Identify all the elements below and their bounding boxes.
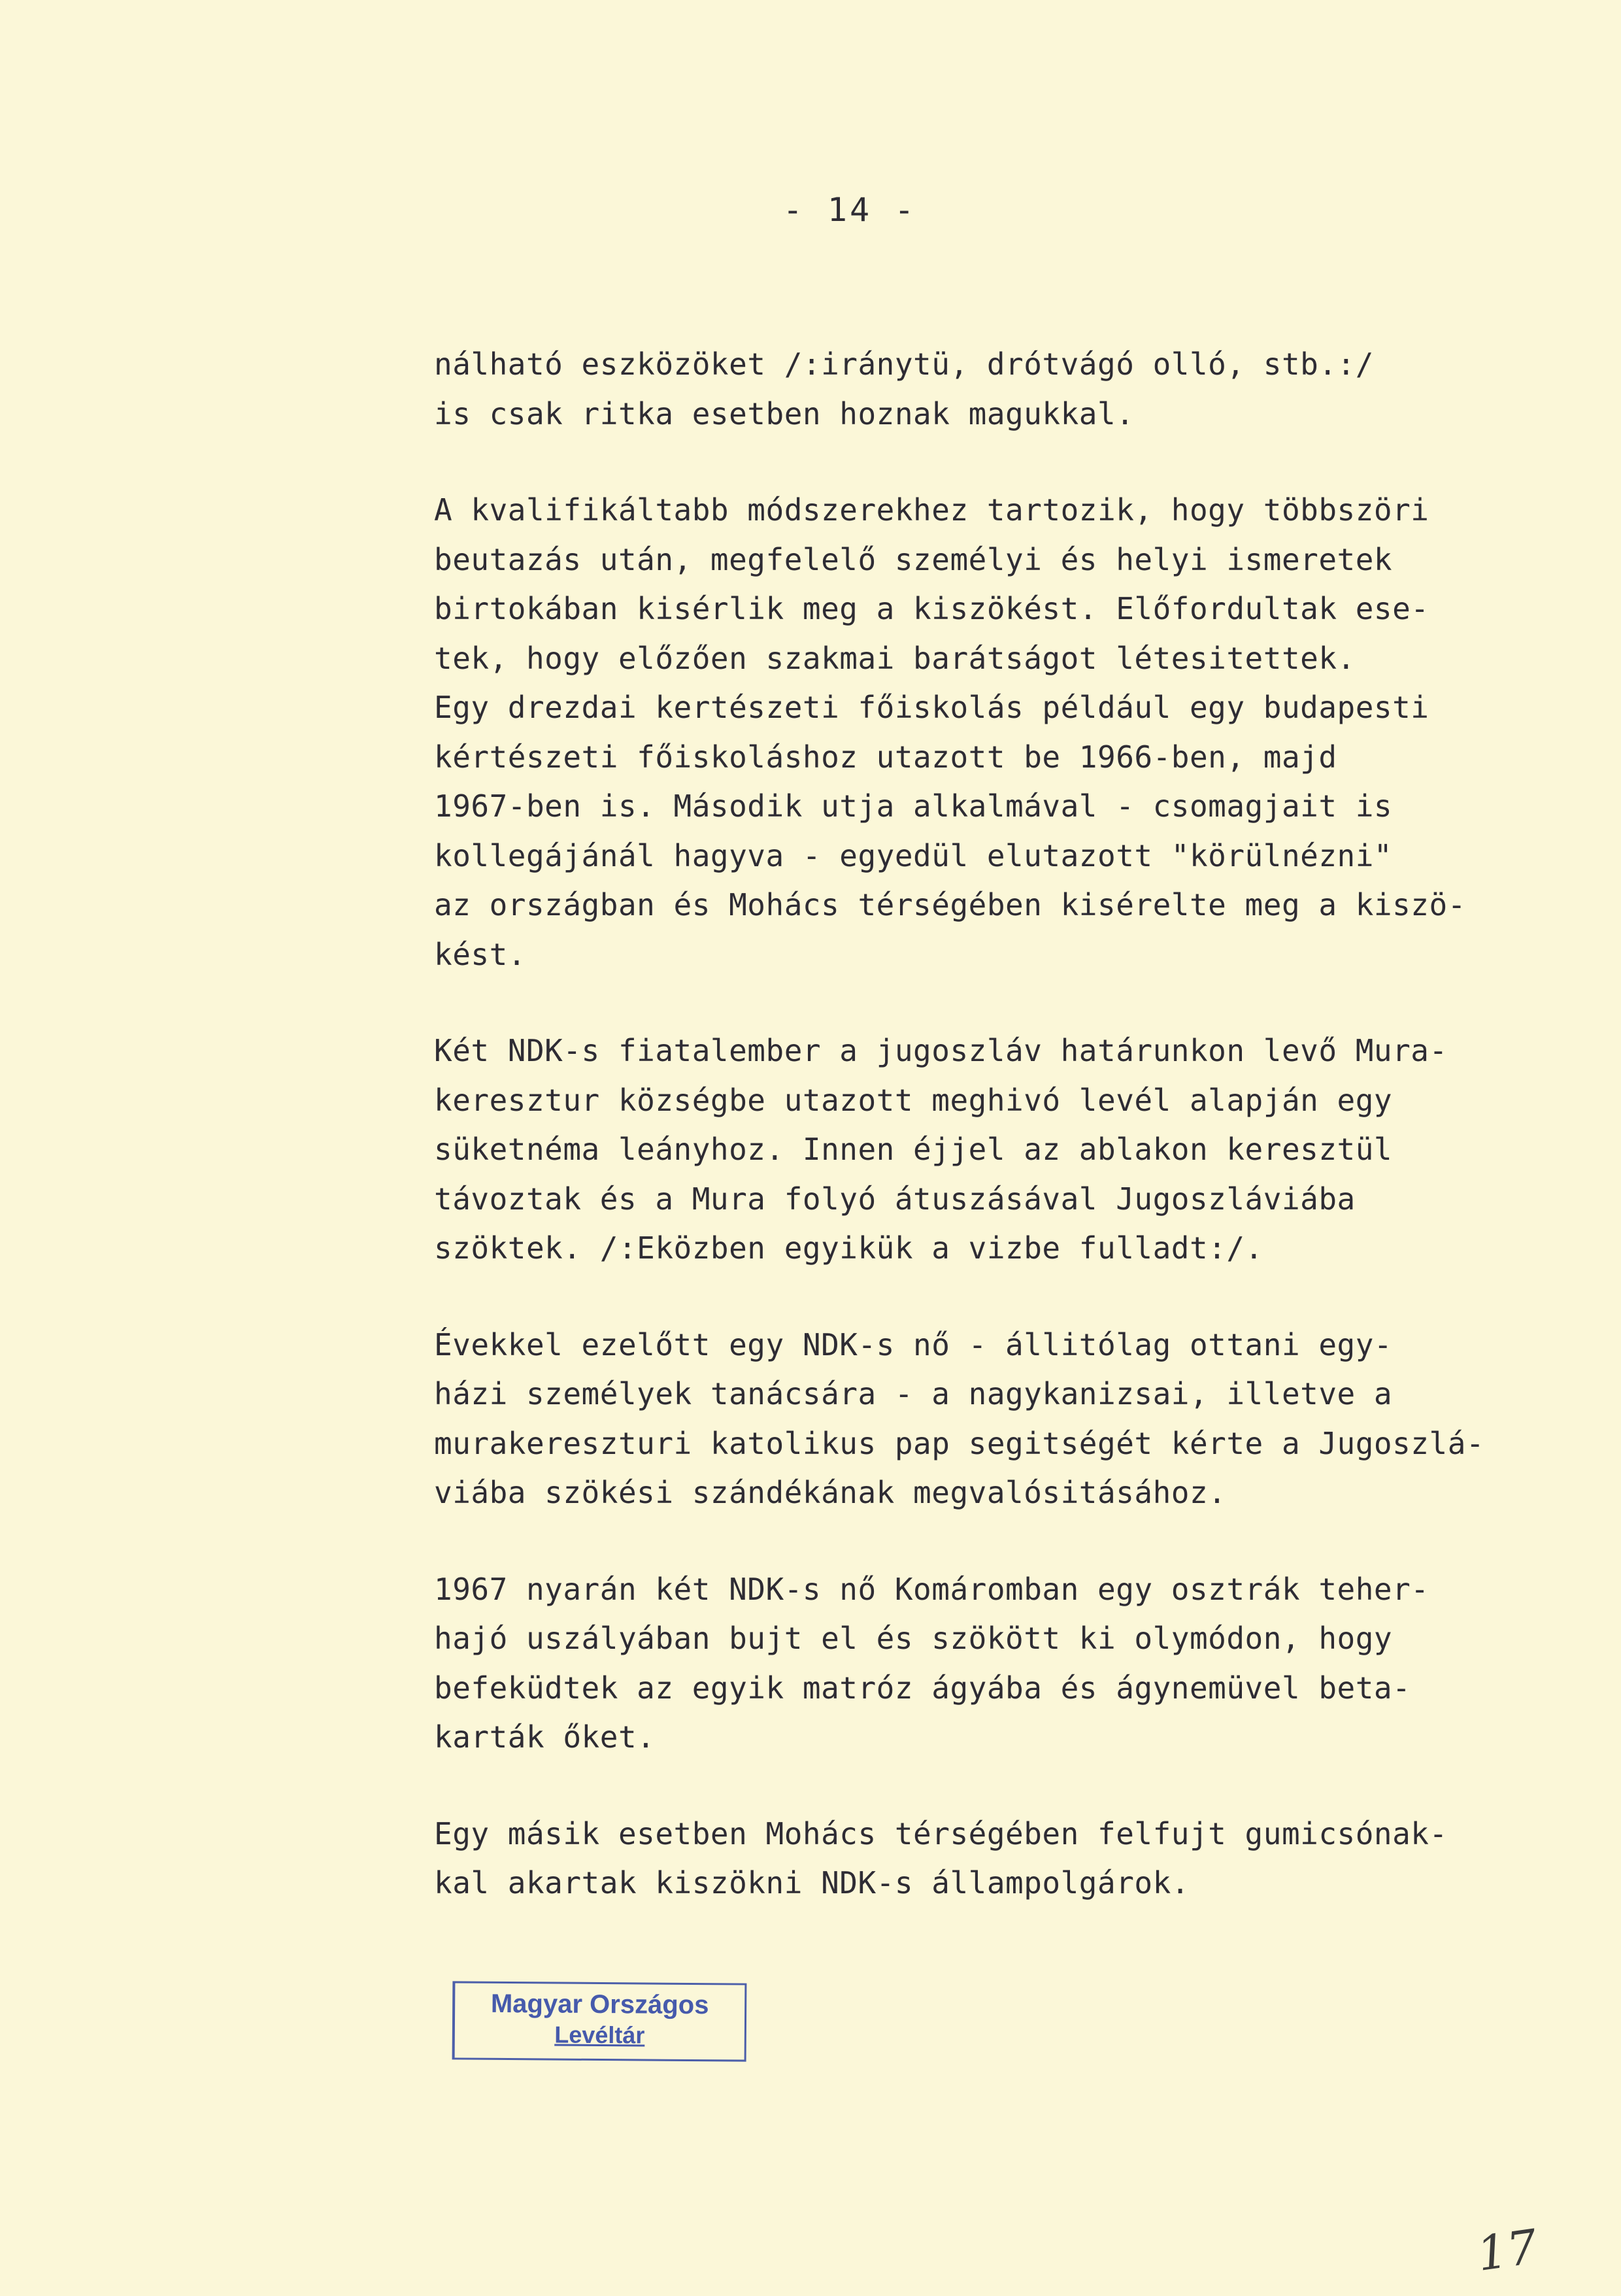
- paragraph-mura: [434, 1026, 1545, 1274]
- text-line: hajó uszályában bujt el és szökött ki olymódon, hogy: [434, 1621, 1393, 1656]
- text-line: tek, hogy előzően szakmai barátságot létesitettek.: [434, 640, 1356, 676]
- text-line: házi személyek tanácsára - a nagykanizsai, illetve a: [434, 1376, 1393, 1411]
- stamp-line: Levéltár: [554, 2021, 645, 2049]
- text-line: Két NDK-s fiatalember a jugoszláv határunkon levő Mura-: [434, 1033, 1448, 1068]
- text-line: kollegájánál hagyva - egyedül elutazott "körülnézni": [434, 837, 1393, 873]
- paragraph-qualified-methods: [434, 486, 1545, 979]
- text-line: Egy másik esetben Mohács térségében felfujt gumicsónak-: [434, 1815, 1448, 1851]
- text-line: befeküdtek az egyik matróz ágyába és ágynemüvel beta-: [434, 1670, 1411, 1706]
- text-line: murakereszturi katolikus pap segitségét kérte a Jugoszlá-: [434, 1425, 1485, 1461]
- text-line: 1967-ben is. Második utja alkalmával - csomagjait is: [434, 788, 1393, 824]
- text-line: kértészeti főiskoláshoz utazott be 1966-ben, majd: [434, 739, 1337, 775]
- stamp-line: Magyar Országos: [490, 1989, 709, 2020]
- text-line: keresztur községbe utazott meghivó levél alapján egy: [434, 1082, 1393, 1118]
- text-line: az országban és Mohács térségében kisérelte meg a kiszö-: [434, 887, 1466, 922]
- handwritten-folio-number: 17: [1473, 2219, 1541, 2282]
- text-line: szöktek. /:Eközben egyikük a vizbe fulladt:/.: [434, 1230, 1263, 1266]
- paragraph-tools: [434, 340, 1545, 439]
- text-line: Egy drezdai kertészeti főiskolás például egy budapesti: [434, 690, 1429, 725]
- text-line: is csak ritka esetben hoznak magukkal.: [434, 396, 1135, 431]
- text-line: birtokában kisérlik meg a kiszökést. Előfordultak ese-: [434, 591, 1429, 626]
- paragraph-priest: [434, 1321, 1545, 1518]
- text-line: süketnéma leányhoz. Innen éjjel az ablakon keresztül: [434, 1132, 1393, 1167]
- paragraph-komarom: [434, 1565, 1545, 1763]
- text-line: viába szökési szándékának megvalósitásához.: [434, 1475, 1227, 1510]
- paragraph-mohacs: [434, 1810, 1545, 1908]
- text-line: nálható eszközöket /:iránytü, drótvágó olló, stb.:/: [434, 346, 1374, 382]
- text-line: karták őket.: [434, 1719, 656, 1755]
- text-line: 1967 nyarán két NDK-s nő Komáromban egy osztrák teher-: [434, 1571, 1429, 1607]
- archive-stamp: [452, 1981, 747, 2061]
- text-line: A kvalifikáltabb módszerekhez tartozik, hogy többszöri: [434, 492, 1429, 528]
- text-line: távoztak és a Mura folyó átuszásával Jugoszláviába: [434, 1181, 1356, 1217]
- text-line: kést.: [434, 936, 526, 972]
- text-line: beutazás után, megfelelő személyi és helyi ismeretek: [434, 541, 1393, 577]
- body-text: [434, 340, 1545, 1955]
- text-line: Évekkel ezelőtt egy NDK-s nő - állitólag ottani egy-: [434, 1326, 1393, 1362]
- page-number: - 14 -: [782, 191, 917, 229]
- text-line: kal akartak kiszökni NDK-s állampolgárok.: [434, 1865, 1190, 1900]
